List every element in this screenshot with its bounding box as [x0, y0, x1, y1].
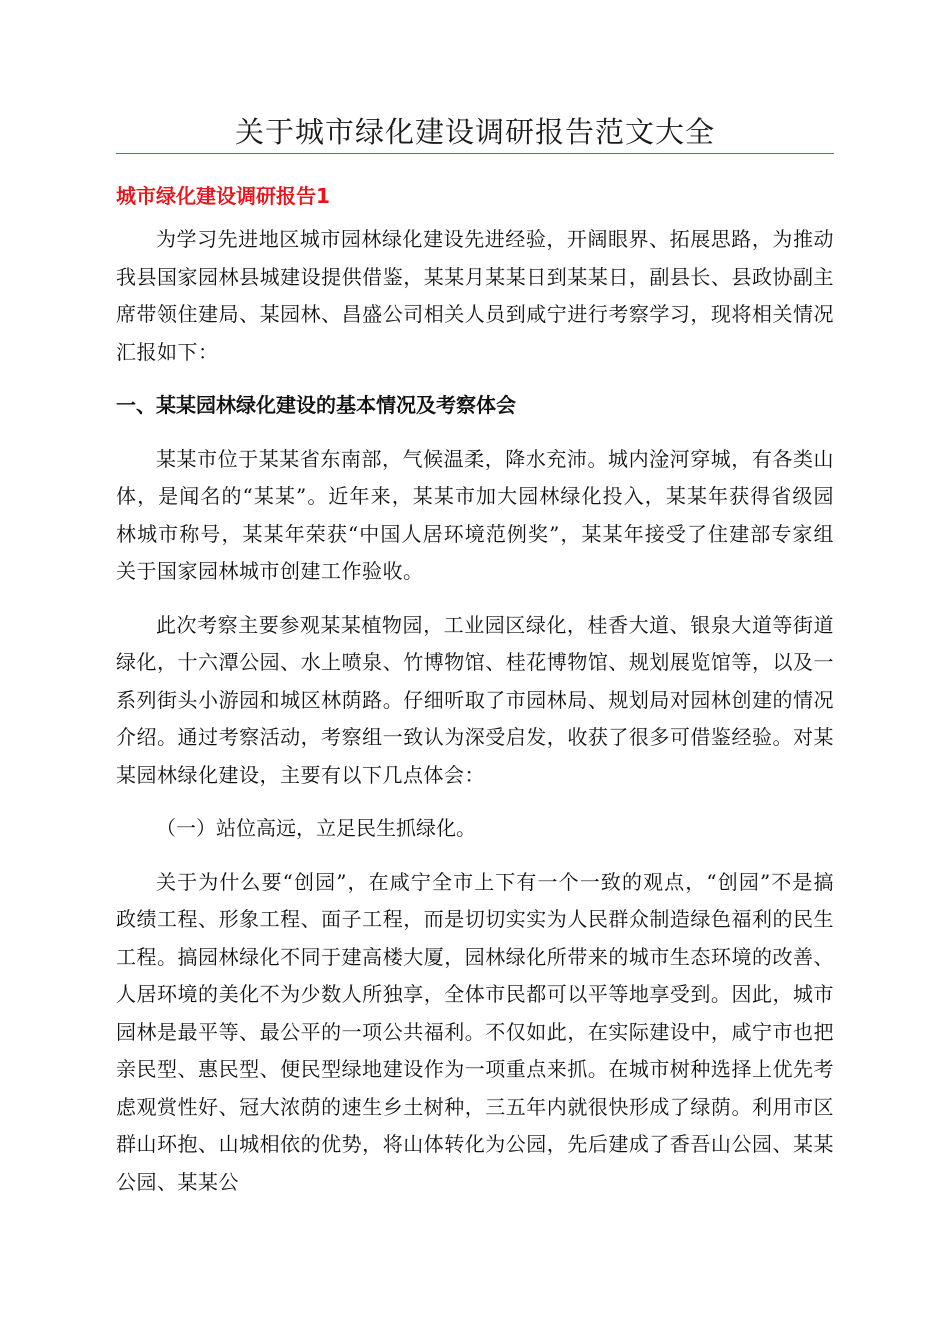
section-title: 城市绿化建设调研报告1: [116, 184, 330, 208]
document-title: 关于城市绿化建设调研报告范文大全: [234, 115, 715, 149]
paragraph-city-overview: 某某市位于某某省东南部，气候温柔，降水充沛。城内淦河穿城，有各类山体，是闻名的“某某”。近年来，某某市加大园林绿化投入，某某年获得省级园林城市称号，某某年荣获“中国人居环境范例奖”，某某年接受了住建部专家组关于国家园林城市创建工作验收。: [116, 446, 834, 583]
subheading-point-one: （一）站位高远，立足民生抓绿化。: [156, 816, 476, 840]
title-underline: [116, 153, 834, 154]
paragraph-intro: 为学习先进地区城市园林绿化建设先进经验，开阔眼界、拓展思路，为推动我县国家园林县城建设提供借鉴，某某月某某日到某某日，副县长、县政协副主席带领住建局、某园林、昌盛公司相关人员到咸宁进行考察学习，现将相关情况汇报如下：: [116, 227, 834, 364]
document-body: [116, 221, 834, 1201]
heading-part-one: 一、某某园林绿化建设的基本情况及考察体会: [116, 393, 516, 417]
paragraph-point-one: 关于为什么要“创园”，在咸宁全市上下有一个一致的观点，“创园”不是搞政绩工程、形象工程、面子工程，而是切切实实为人民群众制造绿色福利的民生工程。搞园林绿化不同于建高楼大厦，园林绿化所带来的城市生态环境的改善、人居环境的美化不为少数人所独享，全体市民都可以平等地享受到。因此，城市园林是最平等、最公平的一项公共福利。不仅如此，在实际建设中，咸宁市也把亲民型、惠民型、便民型绿地建设作为一项重点来抓。在城市树种选择上优先考虑观赏性好、冠大浓荫的速生乡土树种，三五年内就很快形成了绿荫。利用市区群山环抱、山城相依的优势，将山体转化为公园，先后建成了香吾山公园、某某公园、某某公: [116, 869, 834, 1194]
paragraph-inspection: 此次考察主要参观某某植物园，工业园区绿化，桂香大道、银泉大道等街道绿化，十六潭公园、水上喷泉、竹博物馆、桂花博物馆、规划展览馆等，以及一系列街头小游园和城区林荫路。仔细听取了市园林局、规划局对园林创建的情况介绍。通过考察活动，考察组一致认为深受启发，收获了很多可借鉴经验。对某某园林绿化建设，主要有以下几点体会：: [116, 612, 834, 787]
